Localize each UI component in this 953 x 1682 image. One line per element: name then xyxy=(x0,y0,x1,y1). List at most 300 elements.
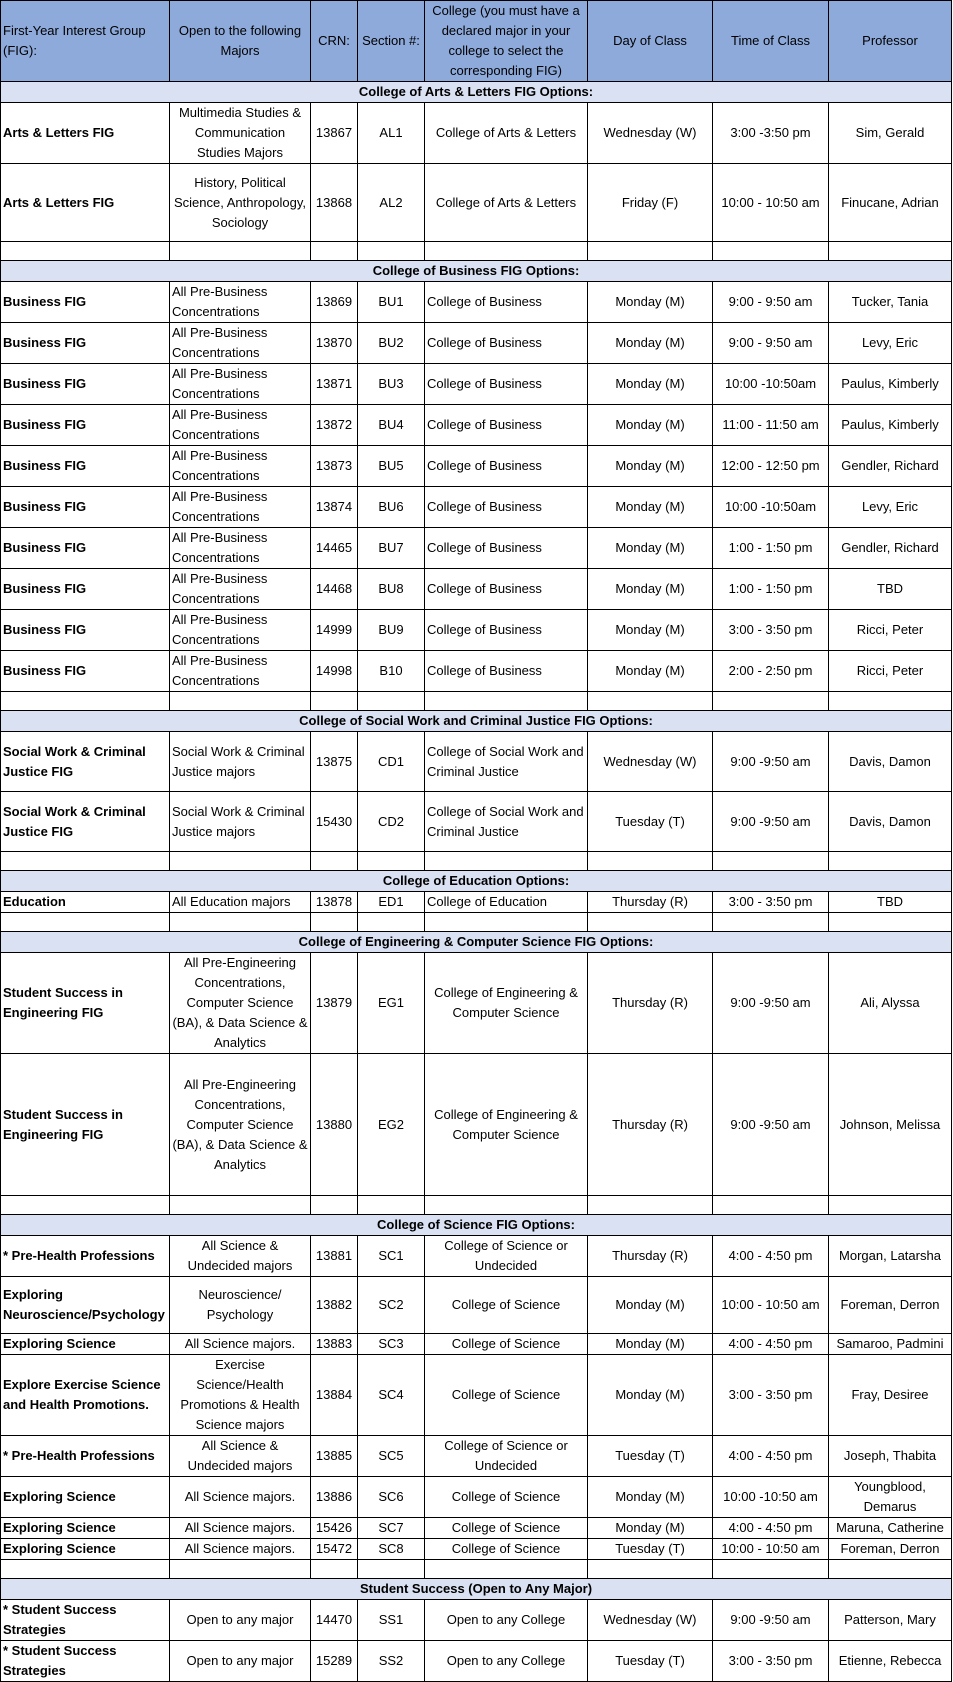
table-row xyxy=(1,953,952,1054)
cell-day: Wednesday (W) xyxy=(588,103,713,164)
cell-day: Friday (F) xyxy=(588,164,713,242)
cell-day: Monday (M) xyxy=(588,1277,713,1334)
spacer-cell xyxy=(829,913,952,932)
cell-crn: 13871 xyxy=(311,364,358,405)
cell-professor: Foreman, Derron xyxy=(829,1277,952,1334)
cell-day: Monday (M) xyxy=(588,569,713,610)
cell-majors: All Pre-Business Concentrations xyxy=(170,528,311,569)
cell-fig-name: Business FIG xyxy=(1,446,170,487)
cell-majors: All Science majors. xyxy=(170,1539,311,1560)
cell-day: Monday (M) xyxy=(588,1355,713,1436)
cell-majors: Social Work & Criminal Justice majors xyxy=(170,792,311,852)
spacer-cell xyxy=(170,1560,311,1579)
table-row xyxy=(1,1334,952,1355)
cell-fig-name: Exploring Science xyxy=(1,1539,170,1560)
spacer-cell xyxy=(713,692,829,711)
spacer-cell xyxy=(588,913,713,932)
cell-time: 10:00 -10:50am xyxy=(713,487,829,528)
spacer-row xyxy=(1,1196,952,1215)
cell-time: 10:00 - 10:50 am xyxy=(713,164,829,242)
table-row xyxy=(1,405,952,446)
cell-section: SC4 xyxy=(358,1355,425,1436)
spacer-cell xyxy=(170,913,311,932)
cell-section: BU4 xyxy=(358,405,425,446)
cell-crn: 14470 xyxy=(311,1600,358,1641)
spacer-cell xyxy=(425,1560,588,1579)
cell-college: College of Education xyxy=(425,892,588,913)
cell-college: College of Arts & Letters xyxy=(425,103,588,164)
cell-day: Monday (M) xyxy=(588,528,713,569)
cell-section: SC8 xyxy=(358,1539,425,1560)
table-row xyxy=(1,1518,952,1539)
spacer-cell xyxy=(829,1196,952,1215)
cell-crn: 13879 xyxy=(311,953,358,1054)
cell-time: 9:00 -9:50 am xyxy=(713,732,829,792)
cell-college: College of Social Work and Criminal Justice xyxy=(425,732,588,792)
cell-fig-name: * Student Success Strategies xyxy=(1,1641,170,1682)
cell-fig-name: Exploring Science xyxy=(1,1334,170,1355)
spacer-cell xyxy=(588,242,713,261)
cell-section: SC6 xyxy=(358,1477,425,1518)
cell-fig-name: Business FIG xyxy=(1,282,170,323)
cell-day: Tuesday (T) xyxy=(588,1539,713,1560)
cell-day: Monday (M) xyxy=(588,323,713,364)
cell-section: BU9 xyxy=(358,610,425,651)
cell-time: 4:00 - 4:50 pm xyxy=(713,1436,829,1477)
cell-time: 9:00 - 9:50 am xyxy=(713,282,829,323)
cell-crn: 14999 xyxy=(311,610,358,651)
spacer-cell xyxy=(425,852,588,871)
cell-time: 9:00 -9:50 am xyxy=(713,1600,829,1641)
cell-day: Monday (M) xyxy=(588,1477,713,1518)
cell-day: Tuesday (T) xyxy=(588,1436,713,1477)
cell-crn: 13868 xyxy=(311,164,358,242)
spacer-cell xyxy=(588,692,713,711)
cell-professor: Etienne, Rebecca xyxy=(829,1641,952,1682)
section-title: College of Social Work and Criminal Justice FIG Options: xyxy=(1,711,952,732)
cell-section: B10 xyxy=(358,651,425,692)
table-row xyxy=(1,1236,952,1277)
spacer-cell xyxy=(713,852,829,871)
section-title: College of Science FIG Options: xyxy=(1,1215,952,1236)
header-day: Day of Class xyxy=(588,1,713,82)
cell-college: College of Science xyxy=(425,1334,588,1355)
section-header-row xyxy=(1,1579,952,1600)
cell-crn: 13874 xyxy=(311,487,358,528)
cell-fig-name: Business FIG xyxy=(1,651,170,692)
table-row xyxy=(1,1641,952,1682)
cell-crn: 15289 xyxy=(311,1641,358,1682)
cell-crn: 13885 xyxy=(311,1436,358,1477)
cell-time: 4:00 - 4:50 pm xyxy=(713,1334,829,1355)
cell-section: AL1 xyxy=(358,103,425,164)
header-majors: Open to the following Majors xyxy=(170,1,311,82)
cell-day: Tuesday (T) xyxy=(588,792,713,852)
cell-section: EG2 xyxy=(358,1054,425,1196)
spacer-cell xyxy=(311,242,358,261)
spacer-cell xyxy=(311,1196,358,1215)
cell-college: College of Business xyxy=(425,405,588,446)
cell-college: College of Business xyxy=(425,323,588,364)
cell-professor: Gendler, Richard xyxy=(829,528,952,569)
section-title: College of Business FIG Options: xyxy=(1,261,952,282)
table-row xyxy=(1,1277,952,1334)
cell-time: 9:00 -9:50 am xyxy=(713,953,829,1054)
cell-section: BU3 xyxy=(358,364,425,405)
cell-time: 9:00 - 9:50 am xyxy=(713,323,829,364)
section-title: College of Engineering & Computer Science FIG Options: xyxy=(1,932,952,953)
cell-college: College of Science xyxy=(425,1539,588,1560)
cell-fig-name: Exploring Neuroscience/Psychology xyxy=(1,1277,170,1334)
cell-section: BU6 xyxy=(358,487,425,528)
section-header-row xyxy=(1,932,952,953)
cell-college: College of Social Work and Criminal Justice xyxy=(425,792,588,852)
cell-majors: Multimedia Studies & Communication Studies Majors xyxy=(170,103,311,164)
cell-section: EG1 xyxy=(358,953,425,1054)
cell-fig-name: Student Success in Engineering FIG xyxy=(1,953,170,1054)
spacer-cell xyxy=(713,913,829,932)
table-row xyxy=(1,364,952,405)
cell-day: Monday (M) xyxy=(588,651,713,692)
cell-fig-name: Business FIG xyxy=(1,487,170,528)
cell-day: Thursday (R) xyxy=(588,953,713,1054)
cell-college: College of Science xyxy=(425,1355,588,1436)
cell-crn: 14998 xyxy=(311,651,358,692)
cell-section: SC5 xyxy=(358,1436,425,1477)
cell-time: 3:00 - 3:50 pm xyxy=(713,1355,829,1436)
cell-college: College of Business xyxy=(425,487,588,528)
cell-majors: All Pre-Business Concentrations xyxy=(170,405,311,446)
section-header-row xyxy=(1,1215,952,1236)
cell-majors: All Pre-Business Concentrations xyxy=(170,487,311,528)
table-row xyxy=(1,446,952,487)
table-row xyxy=(1,1355,952,1436)
cell-crn: 13870 xyxy=(311,323,358,364)
cell-crn: 14465 xyxy=(311,528,358,569)
cell-section: CD1 xyxy=(358,732,425,792)
cell-day: Tuesday (T) xyxy=(588,1641,713,1682)
cell-section: SC1 xyxy=(358,1236,425,1277)
cell-majors: All Science & Undecided majors xyxy=(170,1436,311,1477)
cell-fig-name: Business FIG xyxy=(1,405,170,446)
table-row xyxy=(1,651,952,692)
cell-college: College of Engineering & Computer Science xyxy=(425,1054,588,1196)
cell-time: 3:00 - 3:50 pm xyxy=(713,892,829,913)
section-header-row xyxy=(1,871,952,892)
cell-fig-name: Arts & Letters FIG xyxy=(1,164,170,242)
spacer-cell xyxy=(1,242,170,261)
spacer-cell xyxy=(425,913,588,932)
section-title: College of Education Options: xyxy=(1,871,952,892)
spacer-row xyxy=(1,1560,952,1579)
spacer-cell xyxy=(425,692,588,711)
cell-day: Monday (M) xyxy=(588,364,713,405)
cell-section: AL2 xyxy=(358,164,425,242)
cell-day: Thursday (R) xyxy=(588,1054,713,1196)
cell-fig-name: Exploring Science xyxy=(1,1477,170,1518)
spacer-cell xyxy=(425,1196,588,1215)
cell-professor: Levy, Eric xyxy=(829,323,952,364)
cell-section: CD2 xyxy=(358,792,425,852)
cell-crn: 13886 xyxy=(311,1477,358,1518)
cell-college: College of Science xyxy=(425,1477,588,1518)
cell-professor: Joseph, Thabita xyxy=(829,1436,952,1477)
cell-fig-name: Social Work & Criminal Justice FIG xyxy=(1,732,170,792)
cell-fig-name: Student Success in Engineering FIG xyxy=(1,1054,170,1196)
table-row xyxy=(1,528,952,569)
cell-day: Monday (M) xyxy=(588,487,713,528)
cell-professor: Paulus, Kimberly xyxy=(829,364,952,405)
spacer-row xyxy=(1,242,952,261)
spacer-cell xyxy=(829,242,952,261)
cell-day: Monday (M) xyxy=(588,282,713,323)
cell-majors: All Science majors. xyxy=(170,1518,311,1539)
header-professor: Professor xyxy=(829,1,952,82)
cell-section: BU7 xyxy=(358,528,425,569)
spacer-cell xyxy=(588,1560,713,1579)
header-section: Section #: xyxy=(358,1,425,82)
spacer-row xyxy=(1,913,952,932)
cell-time: 10:00 - 10:50 am xyxy=(713,1539,829,1560)
cell-college: Open to any College xyxy=(425,1600,588,1641)
cell-college: College of Business xyxy=(425,569,588,610)
cell-fig-name: Business FIG xyxy=(1,323,170,364)
cell-fig-name: Business FIG xyxy=(1,569,170,610)
cell-professor: Paulus, Kimberly xyxy=(829,405,952,446)
spacer-cell xyxy=(170,242,311,261)
spacer-cell xyxy=(1,1560,170,1579)
cell-crn: 13881 xyxy=(311,1236,358,1277)
spacer-cell xyxy=(358,913,425,932)
table-row xyxy=(1,1436,952,1477)
cell-time: 10:00 -10:50 am xyxy=(713,1477,829,1518)
table-row xyxy=(1,732,952,792)
spacer-cell xyxy=(1,692,170,711)
spacer-cell xyxy=(170,1196,311,1215)
table-row xyxy=(1,103,952,164)
cell-professor: Ali, Alyssa xyxy=(829,953,952,1054)
cell-crn: 13883 xyxy=(311,1334,358,1355)
cell-professor: TBD xyxy=(829,892,952,913)
spacer-cell xyxy=(311,852,358,871)
cell-professor: Fray, Desiree xyxy=(829,1355,952,1436)
cell-time: 11:00 - 11:50 am xyxy=(713,405,829,446)
cell-fig-name: * Pre-Health Professions xyxy=(1,1236,170,1277)
spacer-cell xyxy=(713,1196,829,1215)
cell-section: SS1 xyxy=(358,1600,425,1641)
cell-professor: Johnson, Melissa xyxy=(829,1054,952,1196)
cell-section: SC7 xyxy=(358,1518,425,1539)
cell-crn: 13869 xyxy=(311,282,358,323)
cell-crn: 14468 xyxy=(311,569,358,610)
section-title: Student Success (Open to Any Major) xyxy=(1,1579,952,1600)
cell-majors: Neuroscience/ Psychology xyxy=(170,1277,311,1334)
cell-majors: Exercise Science/Health Promotions & Health Science majors xyxy=(170,1355,311,1436)
spacer-cell xyxy=(425,242,588,261)
cell-majors: All Pre-Engineering Concentrations, Computer Science (BA), & Data Science & Analytics xyxy=(170,953,311,1054)
cell-majors: All Science & Undecided majors xyxy=(170,1236,311,1277)
cell-section: BU1 xyxy=(358,282,425,323)
spacer-cell xyxy=(588,1196,713,1215)
cell-majors: All Pre-Business Concentrations xyxy=(170,323,311,364)
cell-section: SC3 xyxy=(358,1334,425,1355)
cell-professor: Maruna, Catherine xyxy=(829,1518,952,1539)
section-header-row xyxy=(1,82,952,103)
cell-fig-name: Explore Exercise Science and Health Promotions. xyxy=(1,1355,170,1436)
cell-section: BU5 xyxy=(358,446,425,487)
cell-professor: Tucker, Tania xyxy=(829,282,952,323)
cell-fig-name: * Pre-Health Professions xyxy=(1,1436,170,1477)
cell-day: Monday (M) xyxy=(588,1334,713,1355)
cell-majors: All Pre-Engineering Concentrations, Computer Science (BA), & Data Science & Analytics xyxy=(170,1054,311,1196)
cell-professor: Ricci, Peter xyxy=(829,651,952,692)
spacer-cell xyxy=(358,692,425,711)
header-crn: CRN: xyxy=(311,1,358,82)
cell-college: College of Science xyxy=(425,1518,588,1539)
cell-time: 3:00 - 3:50 pm xyxy=(713,610,829,651)
section-header-row xyxy=(1,261,952,282)
spacer-cell xyxy=(358,1560,425,1579)
spacer-cell xyxy=(358,1196,425,1215)
cell-college: College of Science xyxy=(425,1277,588,1334)
cell-majors: All Pre-Business Concentrations xyxy=(170,651,311,692)
cell-college: College of Engineering & Computer Science xyxy=(425,953,588,1054)
header-college: College (you must have a declared major in your college to select the corresponding FIG) xyxy=(425,1,588,82)
cell-time: 9:00 -9:50 am xyxy=(713,792,829,852)
spacer-row xyxy=(1,852,952,871)
cell-professor: Foreman, Derron xyxy=(829,1539,952,1560)
spacer-cell xyxy=(1,913,170,932)
cell-crn: 13880 xyxy=(311,1054,358,1196)
cell-professor: TBD xyxy=(829,569,952,610)
cell-professor: Ricci, Peter xyxy=(829,610,952,651)
cell-section: BU2 xyxy=(358,323,425,364)
cell-college: College of Business xyxy=(425,528,588,569)
cell-fig-name: Exploring Science xyxy=(1,1518,170,1539)
cell-majors: All Science majors. xyxy=(170,1477,311,1518)
section-header-row xyxy=(1,711,952,732)
cell-crn: 13882 xyxy=(311,1277,358,1334)
cell-time: 10:00 - 10:50 am xyxy=(713,1277,829,1334)
spacer-cell xyxy=(358,242,425,261)
cell-majors: All Pre-Business Concentrations xyxy=(170,569,311,610)
cell-college: College of Arts & Letters xyxy=(425,164,588,242)
spacer-cell xyxy=(311,692,358,711)
cell-college: College of Business xyxy=(425,610,588,651)
cell-college: College of Science or Undecided xyxy=(425,1236,588,1277)
header-row xyxy=(1,1,952,82)
cell-day: Monday (M) xyxy=(588,446,713,487)
cell-time: 1:00 - 1:50 pm xyxy=(713,569,829,610)
cell-crn: 15472 xyxy=(311,1539,358,1560)
cell-college: College of Business xyxy=(425,651,588,692)
cell-majors: Social Work & Criminal Justice majors xyxy=(170,732,311,792)
cell-section: ED1 xyxy=(358,892,425,913)
cell-crn: 13872 xyxy=(311,405,358,446)
table-row xyxy=(1,1539,952,1560)
cell-professor: Patterson, Mary xyxy=(829,1600,952,1641)
table-row xyxy=(1,282,952,323)
cell-professor: Davis, Damon xyxy=(829,732,952,792)
table-row xyxy=(1,569,952,610)
table-row xyxy=(1,610,952,651)
spacer-row xyxy=(1,692,952,711)
cell-professor: Morgan, Latarsha xyxy=(829,1236,952,1277)
cell-professor: Davis, Damon xyxy=(829,792,952,852)
cell-professor: Levy, Eric xyxy=(829,487,952,528)
header-fig: First-Year Interest Group (FIG): xyxy=(1,1,170,82)
cell-majors: History, Political Science, Anthropology, Sociology xyxy=(170,164,311,242)
cell-day: Monday (M) xyxy=(588,1518,713,1539)
cell-time: 9:00 -9:50 am xyxy=(713,1054,829,1196)
cell-majors: All Science majors. xyxy=(170,1334,311,1355)
spacer-cell xyxy=(358,852,425,871)
cell-crn: 13878 xyxy=(311,892,358,913)
cell-college: College of Science or Undecided xyxy=(425,1436,588,1477)
spacer-cell xyxy=(311,913,358,932)
cell-day: Monday (M) xyxy=(588,405,713,446)
table-row xyxy=(1,1600,952,1641)
cell-professor: Samaroo, Padmini xyxy=(829,1334,952,1355)
table-body xyxy=(1,82,952,1682)
cell-day: Thursday (R) xyxy=(588,1236,713,1277)
cell-professor: Finucane, Adrian xyxy=(829,164,952,242)
cell-fig-name: Social Work & Criminal Justice FIG xyxy=(1,792,170,852)
cell-fig-name: * Student Success Strategies xyxy=(1,1600,170,1641)
cell-day: Wednesday (W) xyxy=(588,1600,713,1641)
cell-crn: 13884 xyxy=(311,1355,358,1436)
table-row xyxy=(1,892,952,913)
cell-crn: 15430 xyxy=(311,792,358,852)
cell-time: 1:00 - 1:50 pm xyxy=(713,528,829,569)
cell-section: BU8 xyxy=(358,569,425,610)
cell-majors: All Pre-Business Concentrations xyxy=(170,282,311,323)
header-time: Time of Class xyxy=(713,1,829,82)
cell-time: 3:00 -3:50 pm xyxy=(713,103,829,164)
cell-college: College of Business xyxy=(425,364,588,405)
cell-college: College of Business xyxy=(425,446,588,487)
cell-time: 4:00 - 4:50 pm xyxy=(713,1518,829,1539)
cell-time: 10:00 -10:50am xyxy=(713,364,829,405)
table-row xyxy=(1,323,952,364)
cell-fig-name: Arts & Letters FIG xyxy=(1,103,170,164)
cell-crn: 15426 xyxy=(311,1518,358,1539)
cell-majors: All Pre-Business Concentrations xyxy=(170,610,311,651)
cell-majors: All Education majors xyxy=(170,892,311,913)
table-row xyxy=(1,487,952,528)
cell-crn: 13873 xyxy=(311,446,358,487)
cell-fig-name: Business FIG xyxy=(1,528,170,569)
cell-fig-name: Education xyxy=(1,892,170,913)
cell-day: Thursday (R) xyxy=(588,892,713,913)
spacer-cell xyxy=(829,1560,952,1579)
cell-time: 3:00 - 3:50 pm xyxy=(713,1641,829,1682)
cell-majors: All Pre-Business Concentrations xyxy=(170,446,311,487)
spacer-cell xyxy=(829,852,952,871)
cell-majors: All Pre-Business Concentrations xyxy=(170,364,311,405)
cell-section: SC2 xyxy=(358,1277,425,1334)
cell-day: Monday (M) xyxy=(588,610,713,651)
cell-professor: Sim, Gerald xyxy=(829,103,952,164)
cell-crn: 13867 xyxy=(311,103,358,164)
cell-time: 2:00 - 2:50 pm xyxy=(713,651,829,692)
section-title: College of Arts & Letters FIG Options: xyxy=(1,82,952,103)
spacer-cell xyxy=(713,242,829,261)
cell-day: Wednesday (W) xyxy=(588,732,713,792)
spacer-cell xyxy=(1,852,170,871)
spacer-cell xyxy=(1,1196,170,1215)
spacer-cell xyxy=(713,1560,829,1579)
